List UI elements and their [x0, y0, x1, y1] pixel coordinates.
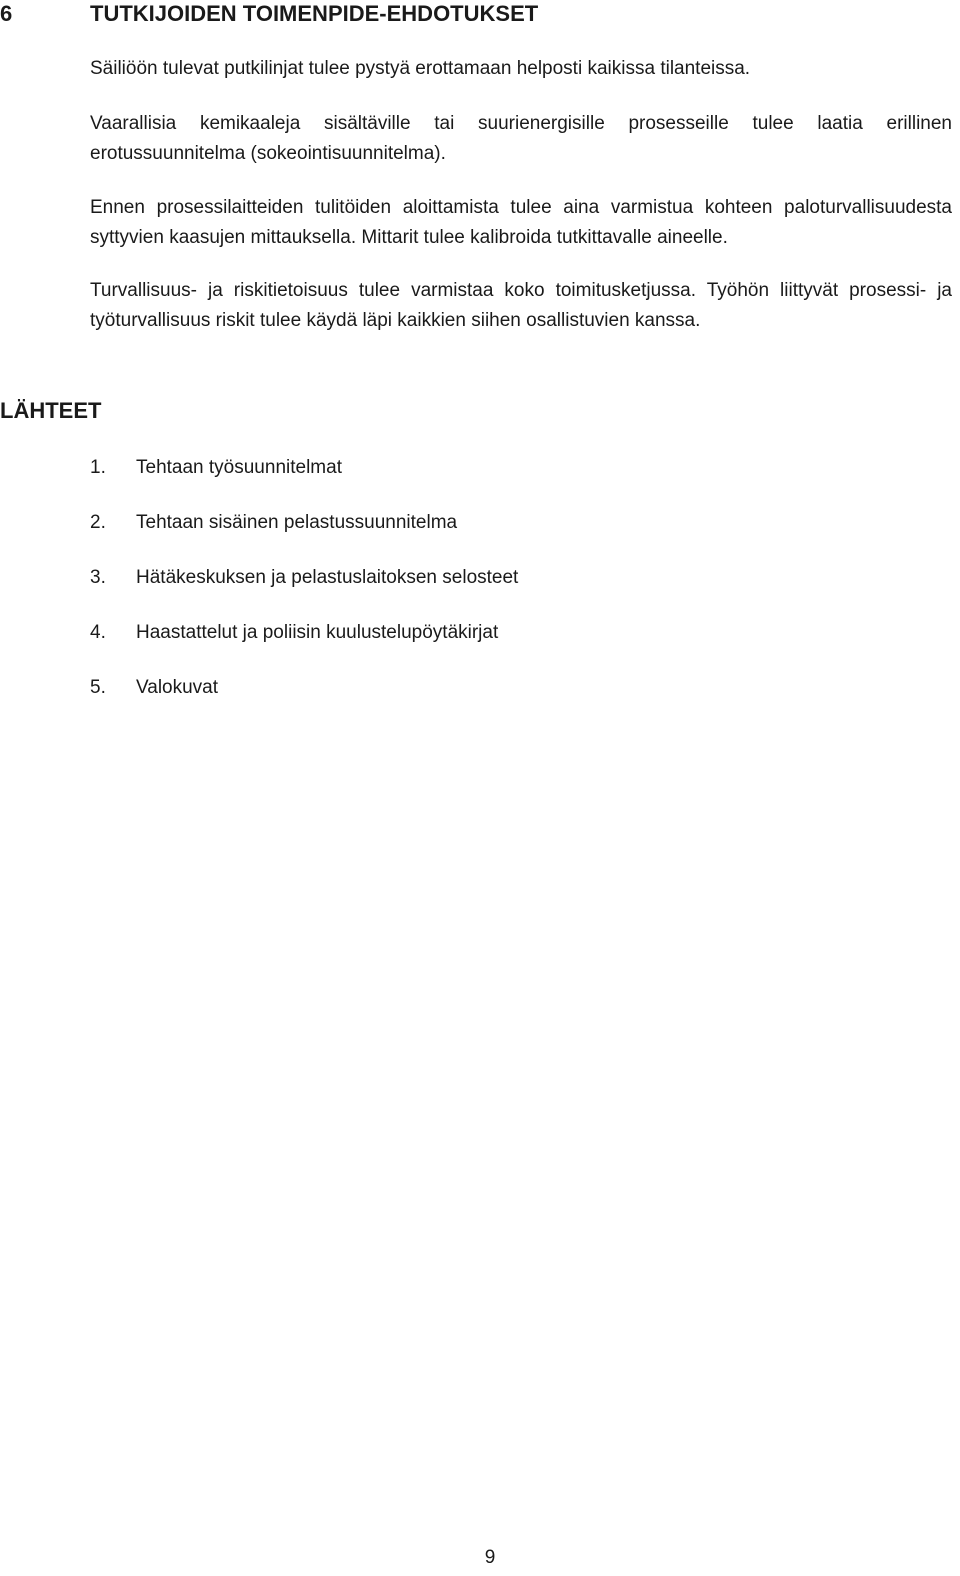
reference-number: 5. [90, 677, 106, 698]
reference-number: 1. [90, 457, 106, 478]
references-heading: LÄHTEET [0, 398, 102, 423]
paragraph-isolation-plan: Vaarallisia kemikaaleja sisältäville tai suurienergisille prosesseille tulee laatia erillinen erotussuunnitelma (sokeointisuunnitelma). [90, 113, 952, 164]
reference-number: 3. [90, 567, 106, 588]
section-number: 6 [0, 1, 13, 26]
reference-item [90, 618, 910, 673]
reference-item [90, 673, 910, 728]
references-list [90, 453, 910, 728]
reference-item [90, 563, 910, 618]
reference-item [90, 453, 910, 508]
section-title: TUTKIJOIDEN TOIMENPIDE-EHDOTUKSET [90, 1, 539, 26]
paragraph-risk-awareness: Turvallisuus- ja riskitietoisuus tulee varmistaa koko toimitusketjussa. Työhön liittyvät prosessi- ja työturvallisuus riskit tulee käydä läpi kaikkien siihen osallistuvien kanssa. [90, 280, 952, 331]
reference-text: Tehtaan työsuunnitelmat [136, 457, 342, 478]
paragraph-hot-work: Ennen prosessilaitteiden tulitöiden aloittamista tulee aina varmistua kohteen paloturvallisuudesta syttyvien kaasujen mittauksella. Mittarit tulee kalibroida tutkittavalle aineelle. [90, 197, 952, 248]
reference-number: 4. [90, 622, 106, 643]
section-heading [0, 0, 960, 28]
reference-text: Hätäkeskuksen ja pelastuslaitoksen selosteet [136, 567, 519, 588]
reference-text: Valokuvat [136, 677, 219, 698]
page-number: 9 [484, 1547, 496, 1568]
reference-text: Tehtaan sisäinen pelastussuunnitelma [136, 512, 458, 533]
reference-number: 2. [90, 512, 106, 533]
paragraph-pipelines: Säiliöön tulevat putkilinjat tulee pystyä erottamaan helposti kaikissa tilanteissa. [90, 58, 751, 79]
reference-text: Haastattelut ja poliisin kuulustelupöytäkirjat [136, 622, 499, 643]
reference-item [90, 508, 910, 563]
